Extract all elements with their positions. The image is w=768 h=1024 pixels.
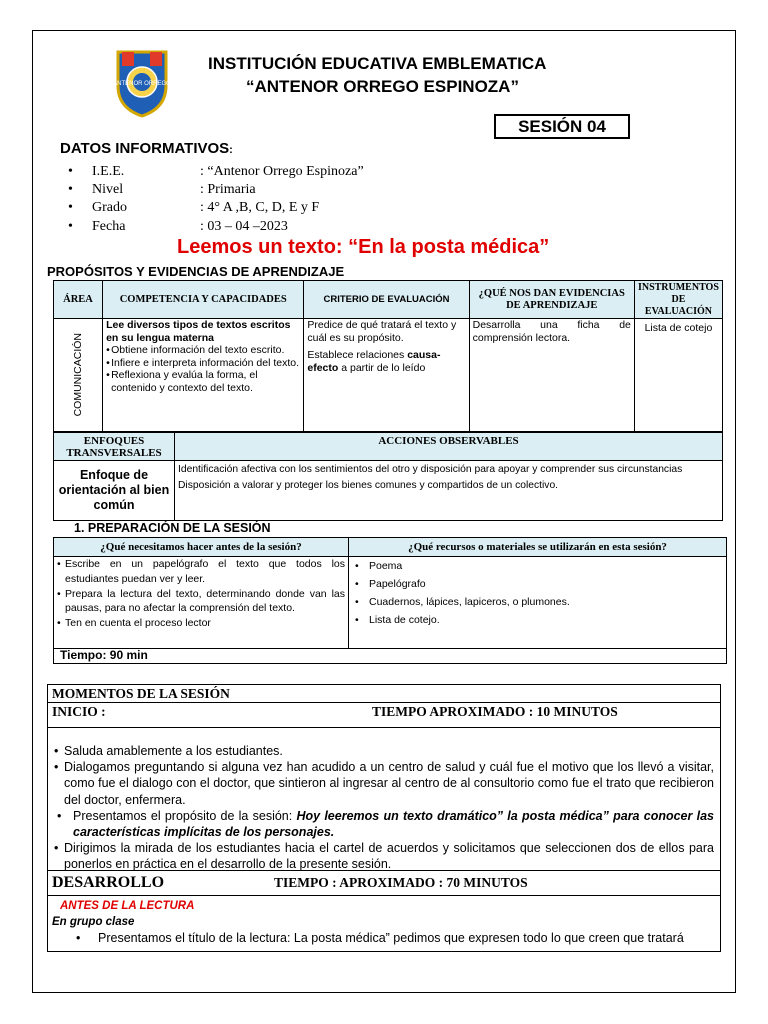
- acciones-header: ACCIONES OBSERVABLES: [175, 433, 723, 461]
- criterio-1: Predice de qué tratará el texto y cuál es su propósito.: [307, 319, 457, 344]
- enfoque-cell: Enfoque de orientación al bien común: [54, 461, 175, 521]
- evidencia-cell: Desarrolla una ficha de comprensión lectora.: [469, 319, 634, 432]
- prep-item: • Ten en cuenta el proceso lector: [57, 617, 211, 630]
- col-header-competencia: COMPETENCIA Y CAPACIDADES: [103, 281, 304, 319]
- tiempo-cell: Tiempo: 90 min: [54, 649, 727, 664]
- info-row: • Grado : 4° A ,B, C, D, E y F: [68, 200, 320, 216]
- col-header-area: ÁREA: [54, 281, 103, 319]
- desarrollo-label: DESARROLLO: [52, 874, 165, 891]
- material-item: • Poema: [355, 560, 403, 572]
- inicio-time: TIEMPO APROXIMADO : 10 MINUTOS: [372, 704, 618, 719]
- prep-item: • Escribe en un papelógrafo el texto que todos los estudiantes puedan ver y leer.: [57, 558, 345, 585]
- institution-title: INSTITUCIÓN EDUCATIVA EMBLEMATICA: [208, 54, 547, 73]
- col-header-evidencias: ¿QUÉ NOS DAN EVIDENCIAS DE APRENDIZAJE: [469, 281, 634, 319]
- inicio-content: [48, 728, 720, 871]
- datos-title: DATOS INFORMATIVOS:: [60, 140, 233, 157]
- capacidad-item: • Reflexiona y evalúa la forma, el contenido y contexto del texto.: [106, 369, 258, 394]
- lecture-title: Leemos un texto: “En la posta médica”: [177, 236, 550, 258]
- info-list: [68, 163, 364, 236]
- preparacion-title: 1. PREPARACIÓN DE LA SESIÓN: [74, 521, 271, 535]
- col-header-criterio: CRITERIO DE EVALUACIÓN: [304, 281, 469, 319]
- desarrollo-content: [48, 896, 720, 951]
- inicio-item: • Dialogamos preguntando si alguna vez han acudido a un centro de salud y cuál fue el motivo que los llevó a visitar, como fue el dialogo con el doctor, que sintieron al ingresar al centro de al consultorio como fue el trato que recibieron del doctor, enfermera.: [54, 760, 714, 807]
- inicio-item: • Saluda amablemente a los estudiantes.: [54, 744, 283, 758]
- enfoques-header: ENFOQUES TRANSVERSALES: [54, 433, 175, 461]
- inicio-item: • Presentamos el propósito de la sesión: Hoy leeremos un texto dramático” la posta médica” para conocer las características implícitas de los personajes.: [57, 808, 714, 840]
- preparacion-table: [53, 537, 727, 664]
- area-label: COMUNICACIÓN: [72, 333, 85, 417]
- prep-item: • Prepara la lectura del texto, determinando donde van las pausas, para no afectar la comprensión del texto.: [57, 587, 345, 615]
- inicio-row: [48, 703, 720, 728]
- enfoques-table: [53, 432, 723, 521]
- purposes-title: PROPÓSITOS Y EVIDENCIAS DE APRENDIZAJE: [47, 264, 345, 279]
- inicio-item: • Dirigimos la mirada de los estudiantes hacia el cartel de acuerdos y solicitamos que seleccionen dos de ellos para ponerlos en práctica en el desarrollo de la presente sesión.: [54, 841, 714, 872]
- institution-name: “ANTENOR ORREGO ESPINOZA”: [246, 77, 519, 96]
- grupo-clase: En grupo clase: [52, 916, 135, 929]
- material-item: • Papelógrafo: [355, 578, 426, 590]
- momentos-title: MOMENTOS DE LA SESIÓN: [48, 685, 720, 703]
- desarrollo-time: TIEMPO : APROXIMADO : 70 MINUTOS: [274, 875, 528, 890]
- prep-col2-cell: [349, 557, 727, 649]
- accion-2: Disposición a valorar y proteger los bienes comunes y compartidos de un colectivo.: [178, 480, 559, 491]
- material-item: • Cuadernos, lápices, lapiceros, o plumones.: [355, 596, 570, 608]
- capacidad-item: • Obtiene información del texto escrito.: [106, 344, 285, 356]
- area-cell: [54, 319, 103, 432]
- instrumento-cell: Lista de cotejo: [634, 319, 722, 432]
- antes-lectura: ANTES DE LA LECTURA: [60, 900, 195, 912]
- info-row: • I.E.E. : “Antenor Orrego Espinoza”: [68, 164, 364, 179]
- info-row: • Fecha : 03 – 04 –2023: [68, 218, 288, 234]
- momentos-section: [47, 684, 721, 952]
- capacidad-item: • Infiere e interpreta información del texto.: [106, 356, 299, 369]
- desarrollo-row: [48, 871, 720, 896]
- competencia-cell: [103, 319, 304, 432]
- accion-1: Identificación afectiva con los sentimientos del otro y disposición para apoyar y comprender sus circunstancias: [178, 464, 683, 475]
- competencia-title: Lee diversos tipos de textos escritos en su lengua materna: [106, 319, 291, 344]
- col-header-instrumentos: INSTRUMENTOS DE EVALUACIÓN: [634, 281, 722, 319]
- prep-col1-header: ¿Qué necesitamos hacer antes de la sesión?: [54, 538, 349, 557]
- school-logo: [114, 46, 170, 118]
- desarrollo-item: • Presentamos el título de la lectura: La posta médica” pedimos que expresen todo lo que creen que tratará: [76, 931, 684, 946]
- prep-col2-header: ¿Qué recursos o materiales se utilizarán en esta sesión?: [349, 538, 727, 557]
- inicio-label: INICIO :: [52, 704, 106, 719]
- criterio-2: Establece relaciones causa-efecto a partir de lo leído: [307, 349, 441, 374]
- info-row: • Nivel : Primaria: [68, 182, 256, 198]
- logo-label: ANTENOR ORREGO: [114, 81, 170, 87]
- criterio-cell: [304, 319, 469, 432]
- session-label: SESIÓN 04: [494, 114, 630, 139]
- material-item: • Lista de cotejo.: [355, 614, 440, 626]
- acciones-cell: [175, 461, 723, 521]
- prep-col1-cell: [54, 557, 349, 649]
- purposes-table: [53, 280, 723, 432]
